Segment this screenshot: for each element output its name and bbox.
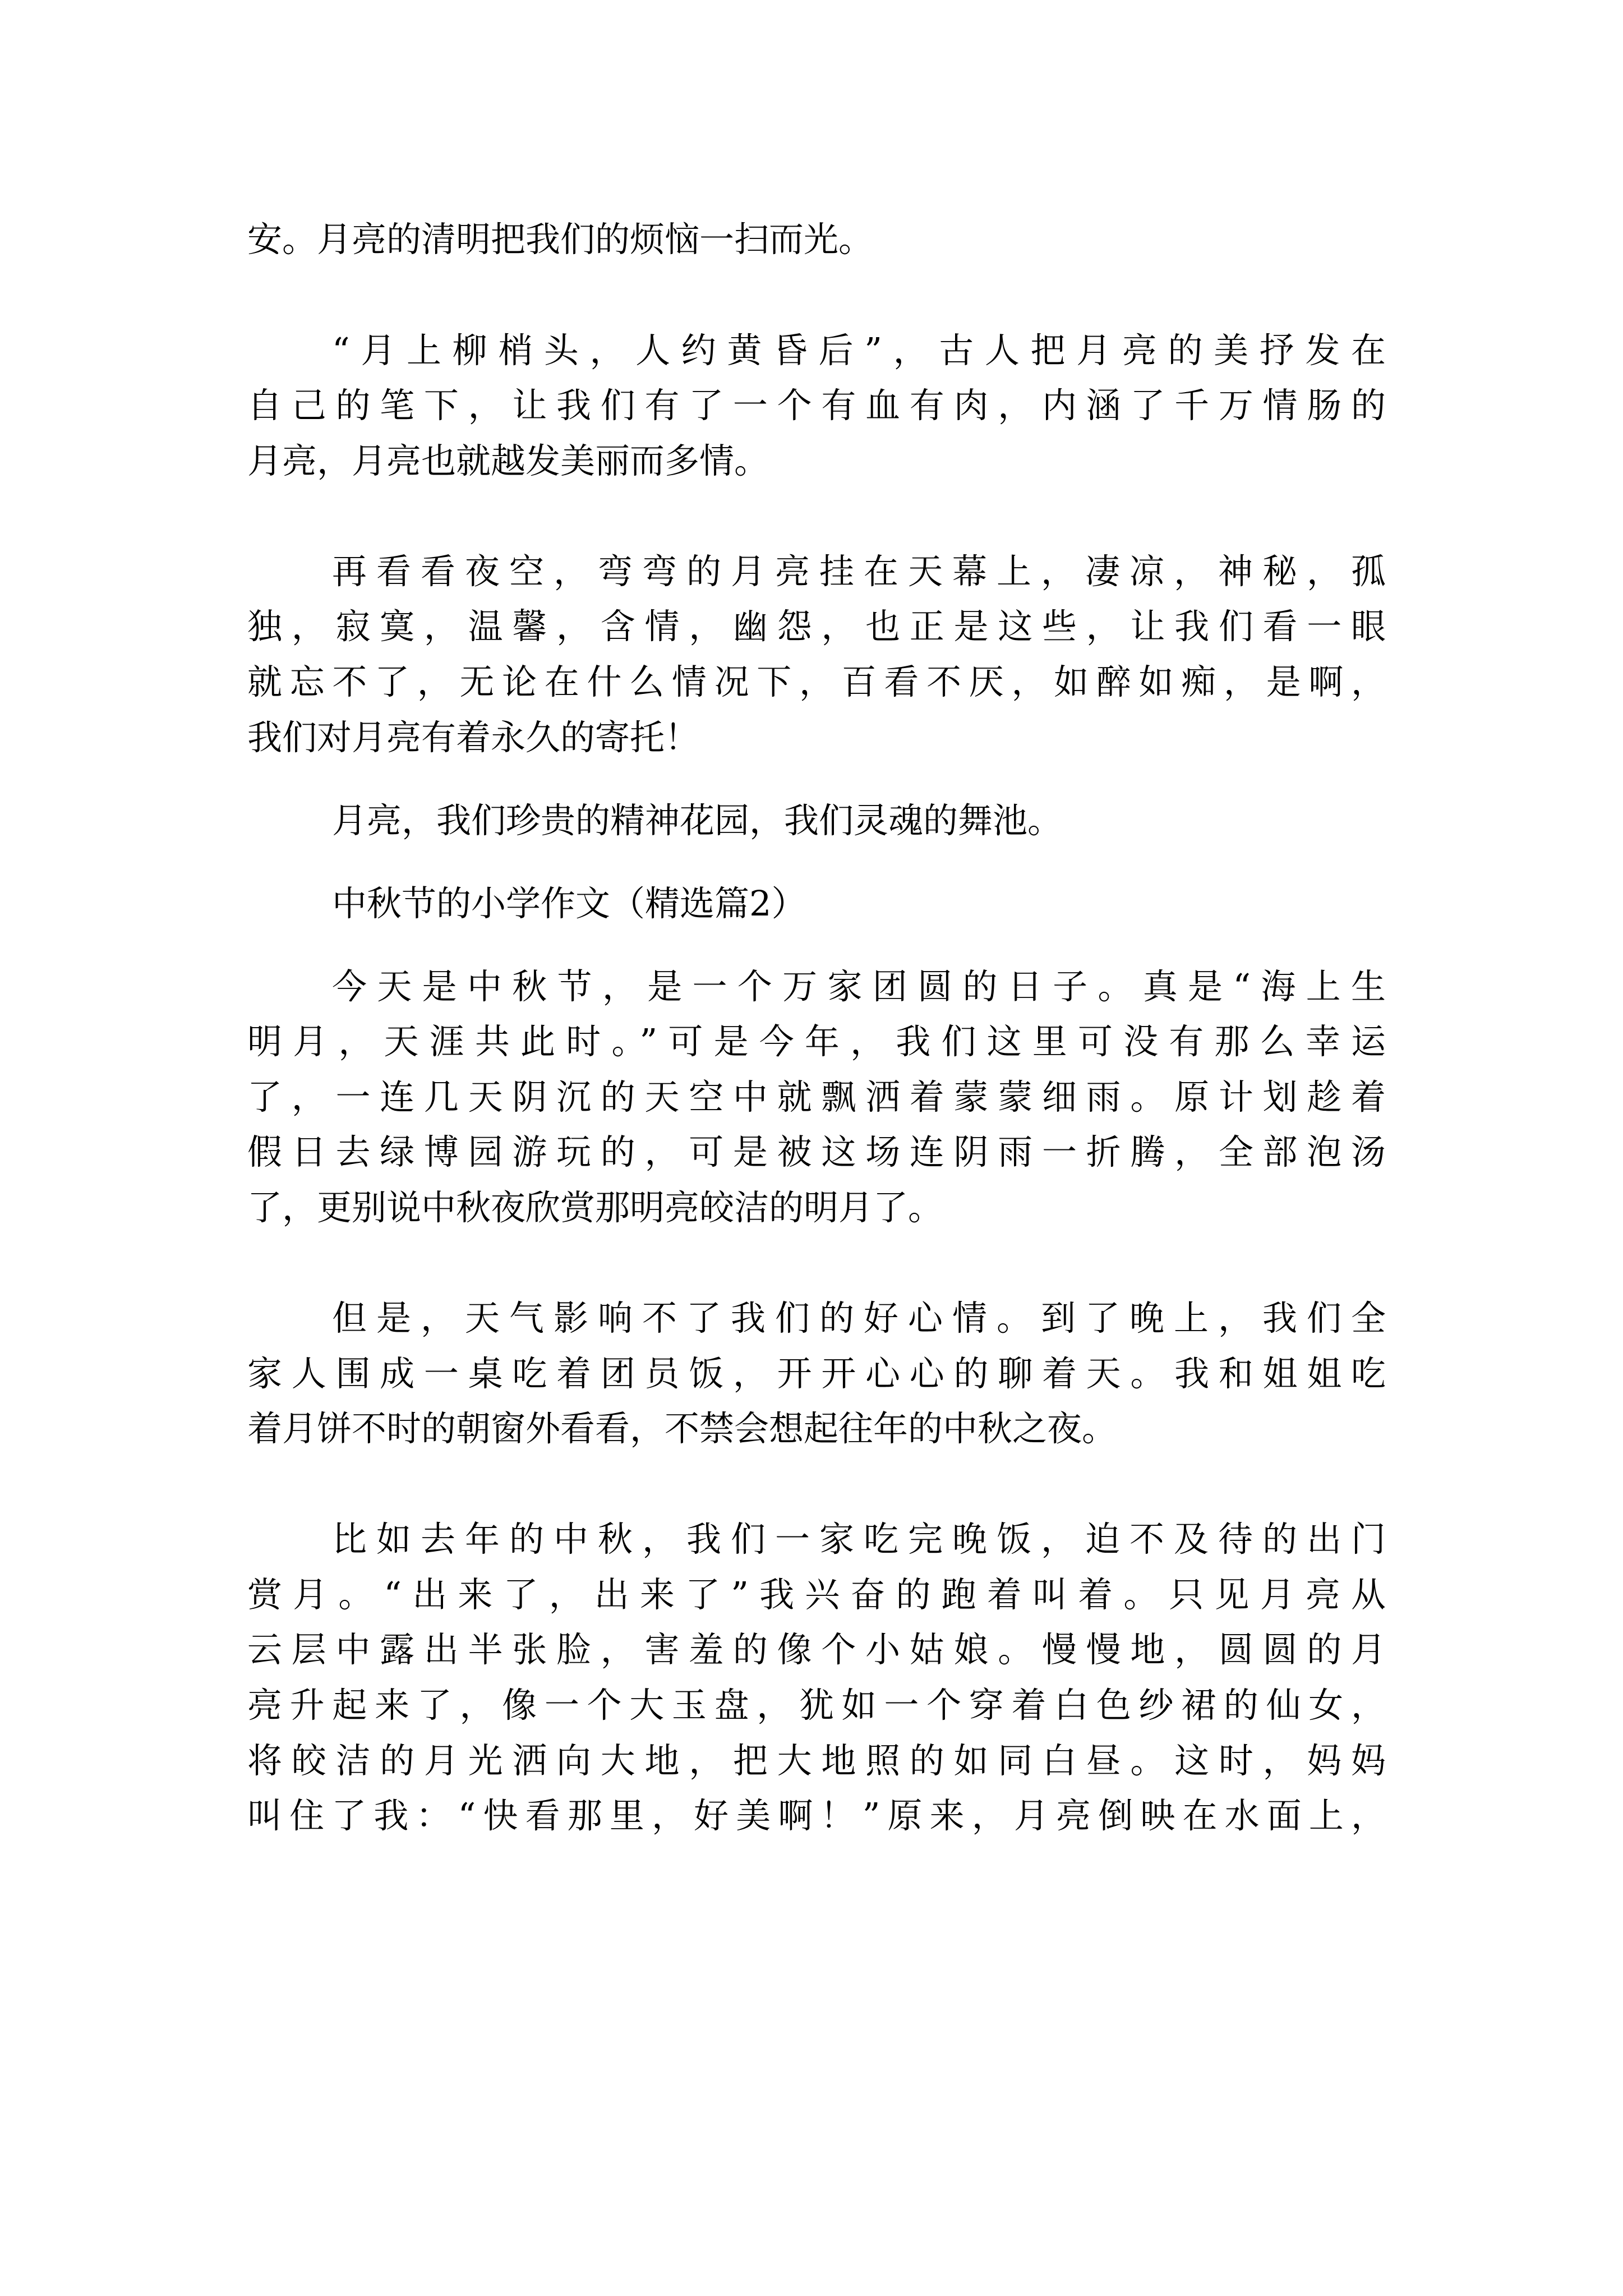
text-line: 自己的笔下，让我们有了一个有血有肉，内涵了千万情肠的: [247, 385, 1386, 426]
text-line: 但是，天气影响不了我们的好心情。到了晚上，我们全: [332, 1297, 1386, 1338]
text-line: 赏月。“出来了，出来了”我兴奋的跑着叫着。只见月亮从: [247, 1574, 1386, 1615]
section-heading: 中秋节的小学作文（精选篇2）: [332, 883, 806, 924]
text-line: 了，更别说中秋夜欣赏那明亮皎洁的明月了。: [247, 1187, 943, 1228]
text-line: “月上柳梢头，人约黄昏后”，古人把月亮的美抒发在: [332, 330, 1386, 371]
text-line: 安。月亮的清明把我们的烦恼一扫而光。: [247, 219, 874, 260]
text-line: 再看看夜空，弯弯的月亮挂在天幕上，凄凉，神秘，孤: [332, 551, 1386, 592]
text-line: 将皎洁的月光洒向大地，把大地照的如同白昼。这时，妈妈: [247, 1740, 1386, 1781]
text-line: 我们对月亮有着永久的寄托！: [247, 717, 700, 758]
text-line: 叫住了我：“快看那里，好美啊！”原来，月亮倒映在水面上，: [247, 1795, 1386, 1836]
text-line: 月亮，月亮也就越发美丽而多情。: [247, 440, 769, 481]
text-line: 着月饼不时的朝窗外看看，不禁会想起往年的中秋之夜。: [247, 1408, 1117, 1449]
text-line: 月亮，我们珍贵的精神花园，我们灵魂的舞池。: [332, 800, 1063, 841]
text-line: 比如去年的中秋，我们一家吃完晚饭，迫不及待的出门: [332, 1519, 1386, 1559]
text-line: 独，寂寞，温馨，含情，幽怨，也正是这些，让我们看一眼: [247, 606, 1386, 647]
text-line: 家人围成一桌吃着团员饭，开开心心的聊着天。我和姐姐吃: [247, 1353, 1386, 1394]
text-line: 亮升起来了，像一个大玉盘，犹如一个穿着白色纱裙的仙女，: [247, 1685, 1386, 1726]
text-line: 就忘不了，无论在什么情况下，百看不厌，如醉如痴，是啊，: [247, 661, 1386, 702]
text-line: 云层中露出半张脸，害羞的像个小姑娘。慢慢地，圆圆的月: [247, 1629, 1386, 1670]
text-line: 明月，天涯共此时。”可是今年，我们这里可没有那么幸运: [247, 1021, 1386, 1062]
text-line: 今天是中秋节，是一个万家团圆的日子。真是“海上生: [332, 966, 1386, 1007]
text-line: 了，一连几天阴沉的天空中就飘洒着蒙蒙细雨。原计划趁着: [247, 1076, 1386, 1117]
text-line: 假日去绿博园游玩的，可是被这场连阴雨一折腾，全部泡汤: [247, 1131, 1386, 1172]
